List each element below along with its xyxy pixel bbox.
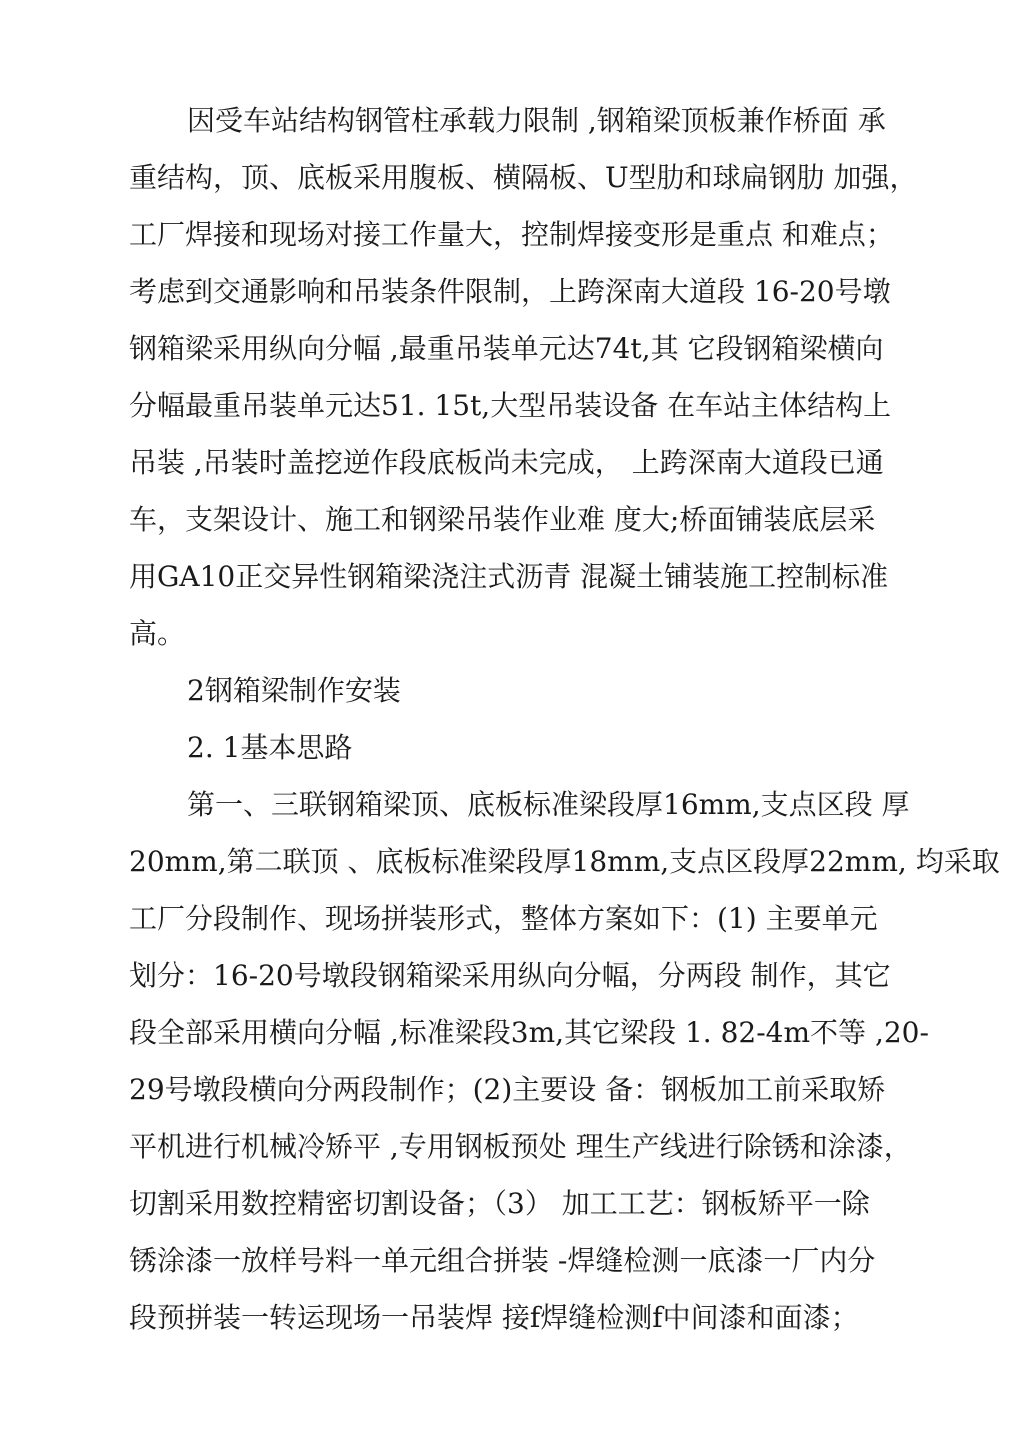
text-line: 工厂分段制作、现场拼装形式，整体方案如下：(1) 主要单元	[129, 902, 878, 935]
text-line: 2. 1基本思路	[187, 731, 353, 764]
text-line: 因受车站结构钢管柱承载力限制 ,钢箱梁顶板兼作桥面 承	[187, 104, 886, 137]
text-line: 平机进行机械冷矫平 ,专用钢板预处 理生产线进行除锈和涂漆，	[129, 1130, 912, 1163]
text-line: 分幅最重吊装单元达51. 15t,大型吊装设备 在车站主体结构上	[129, 389, 892, 422]
text-line: 划分：16-20号墩段钢箱梁采用纵向分幅，分两段 制作，其它	[129, 959, 891, 992]
text-line: 工厂焊接和现场对接工作量大，控制焊接变形是重点 和难点；	[129, 218, 894, 251]
body-text	[129, 92, 1000, 1346]
text-line: 锈涂漆一放样号料一单元组合拼装 -焊缝检测一底漆一厂内分	[129, 1244, 876, 1277]
text-line: 20mm,第二联顶 、底板标准梁段厚18mm,支点区段厚22mm, 均采取	[129, 845, 1000, 878]
text-line: 吊装 ,吊装时盖挖逆作段底板尚未完成， 上跨深南大道段已通	[129, 446, 884, 479]
text-line: 车，支架设计、施工和钢梁吊装作业难 度大;桥面铺装底层采	[129, 503, 876, 536]
text-line: 29号墩段横向分两段制作；(2)主要设 备：钢板加工前采取矫	[129, 1073, 886, 1106]
text-line: 用GA10正交异性钢箱梁浇注式沥青 混凝土铺装施工控制标准	[129, 560, 889, 593]
text-line: 段预拼装一转运现场一吊装焊 接f焊缝检测f中间漆和面漆；	[129, 1301, 859, 1334]
text-line: 重结构，顶、底板采用腹板、横隔板、U型肋和球扁钢肋 加强，	[129, 161, 918, 194]
text-line: 钢箱梁采用纵向分幅 ,最重吊装单元达74t,其 它段钢箱梁横向	[129, 332, 884, 365]
text-line: 第一、三联钢箱梁顶、底板标准梁段厚16mm,支点区段 厚	[187, 788, 910, 821]
text-line: 考虑到交通影响和吊装条件限制，上跨深南大道段 16-20号墩	[129, 275, 891, 308]
text-line: 切割采用数控精密切割设备；（3） 加工工艺：钢板矫平一除	[129, 1187, 870, 1220]
text-line: 段全部采用横向分幅 ,标准梁段3m,其它梁段 1. 82-4m不等 ,20-	[129, 1016, 929, 1049]
text-line: 高。	[129, 617, 186, 650]
text-line: 2钢箱梁制作安装	[187, 674, 401, 707]
